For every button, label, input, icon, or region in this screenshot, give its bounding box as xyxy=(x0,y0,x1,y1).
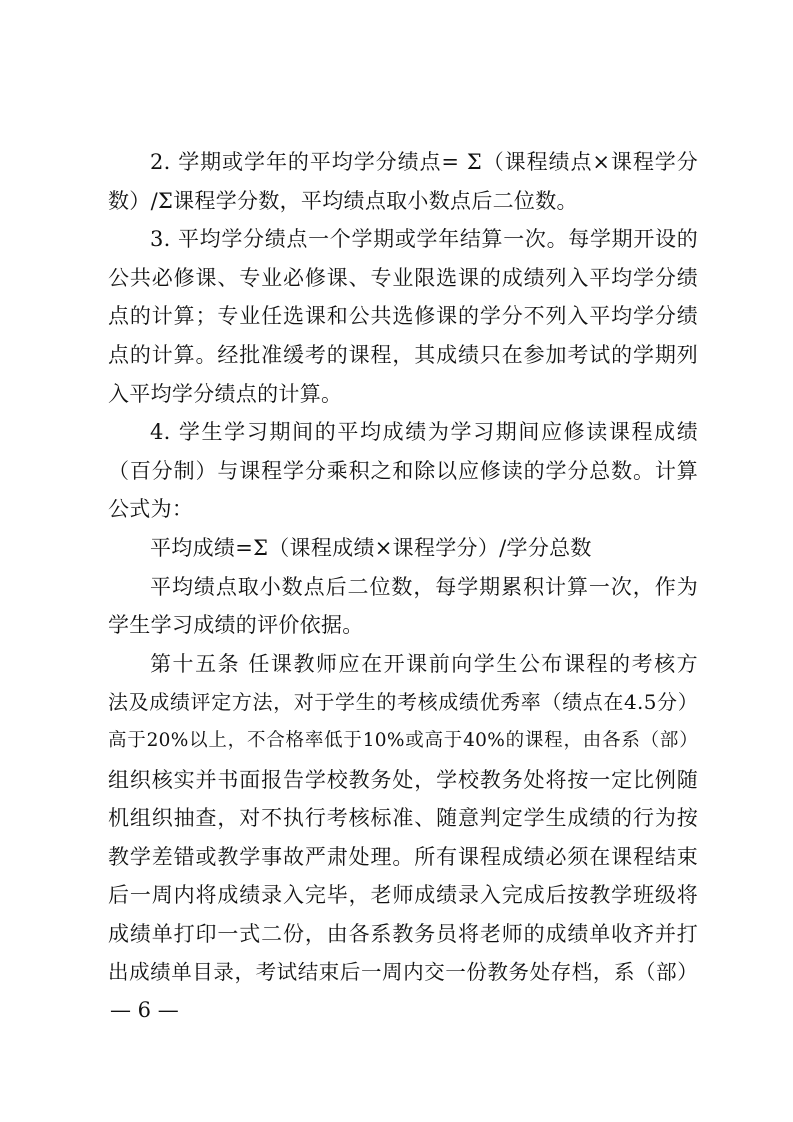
text-line: 教学差错或教学事故严肃处理。所有课程成绩必须在课程结束 xyxy=(108,844,698,869)
text-line: 成绩单打印一式二份，由各系教务员将老师的成绩单收齐并打 xyxy=(108,921,698,946)
page-number: — 6 — xyxy=(110,998,179,1022)
text-line: 学生学习成绩的评价依据。 xyxy=(108,613,364,638)
text-line: 组织核实并书面报告学校教务处，学校教务处将按一定比例随 xyxy=(108,767,698,792)
text-line: 出成绩单目录，考试结束后一周内交一份教务处存档，系（部） xyxy=(108,960,698,985)
text-line: 入平均学分绩点的计算。 xyxy=(108,381,343,406)
text-line: 点的计算。经批准缓考的课程，其成绩只在参加考试的学期列 xyxy=(108,342,698,367)
text-line: （百分制）与课程学分乘积之和除以应修读的学分总数。计算 xyxy=(108,458,698,483)
text-line: 机组织抽查，对不执行考核标准、随意判定学生成绩的行为按 xyxy=(108,806,698,831)
text-line: 点的计算；专业任选课和公共选修课的学分不列入平均学分绩 xyxy=(108,304,698,329)
text-line: 公共必修课、专业必修课、专业限选课的成绩列入平均学分绩 xyxy=(108,265,698,290)
text-line: 4. 学生学习期间的平均成绩为学习期间应修读课程成绩 xyxy=(150,420,698,445)
text-line: 公式为： xyxy=(108,497,194,522)
text-line: 后一周内将成绩录入完毕，老师成绩录入完成后按教学班级将 xyxy=(108,883,698,908)
body-text xyxy=(108,143,698,992)
text-line: 平均成绩=Σ（课程成绩×课程学分）/学分总数 xyxy=(150,535,592,560)
text-line: 数）/Σ课程学分数，平均绩点取小数点后二位数。 xyxy=(108,188,578,213)
text-line: 高于20%以上，不合格率低于10%或高于40%的课程，由各系（部） xyxy=(108,729,698,751)
text-line: 平均绩点取小数点后二位数，每学期累积计算一次，作为 xyxy=(150,574,698,599)
text-line: 法及成绩评定方法，对于学生的考核成绩优秀率（绩点在4.5分） xyxy=(108,690,698,715)
text-line: 2. 学期或学年的平均学分绩点= Σ（课程绩点×课程学分 xyxy=(150,150,698,174)
text-line: 3. 平均学分绩点一个学期或学年结算一次。每学期开设的 xyxy=(150,227,698,252)
text-line: 第十五条 任课教师应在开课前向学生公布课程的考核方 xyxy=(150,651,698,676)
